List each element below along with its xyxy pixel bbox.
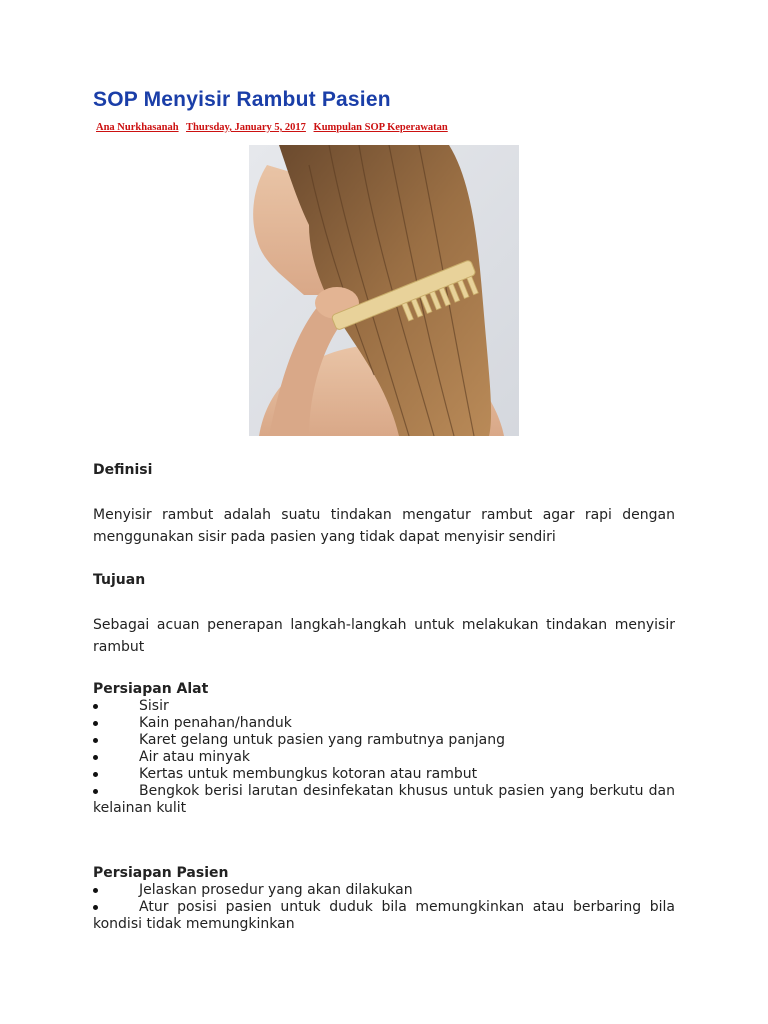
post-meta <box>96 122 453 133</box>
alat-list <box>93 698 675 817</box>
bullet-icon <box>93 704 98 709</box>
pasien-heading: Persiapan Pasien <box>93 865 229 881</box>
definisi-text: Menyisir rambut adalah suatu tindakan mengatur rambut agar rapi dengan menggunakan sisir pada pasien yang tidak dapat menyisir sendiri <box>93 507 675 545</box>
article-title: SOP Menyisir Rambut Pasien <box>93 88 391 111</box>
date-link[interactable]: Thursday, January 5, 2017 <box>186 122 306 133</box>
tujuan-text: Sebagai acuan penerapan langkah-langkah untuk melakukan tindakan menyisir rambut <box>93 617 675 655</box>
list-item: Bengkok berisi larutan desinfekatan khusus untuk pasien yang berkutu dan kelainan kulit <box>93 783 675 816</box>
list-item: Karet gelang untuk pasien yang rambutnya panjang <box>93 732 675 749</box>
bullet-icon <box>93 772 98 777</box>
list-item: Kain penahan/handuk <box>93 715 675 732</box>
list-item: Sisir <box>93 698 675 715</box>
pasien-list <box>93 882 675 933</box>
bullet-icon <box>93 789 98 794</box>
list-item: Air atau minyak <box>93 749 675 766</box>
bullet-icon <box>93 755 98 760</box>
hair-combing-photo <box>249 145 519 436</box>
bullet-icon <box>93 738 98 743</box>
tujuan-heading: Tujuan <box>93 572 146 588</box>
definisi-heading: Definisi <box>93 462 153 478</box>
list-item: Atur posisi pasien untuk duduk bila memungkinkan atau berbaring bila kondisi tidak memungkinkan <box>93 899 675 932</box>
list-item: Kertas untuk membungkus kotoran atau rambut <box>93 766 675 783</box>
list-item: Jelaskan prosedur yang akan dilakukan <box>93 882 675 899</box>
author-link[interactable]: Ana Nurkhasanah <box>96 122 179 133</box>
alat-heading: Persiapan Alat <box>93 681 209 697</box>
bullet-icon <box>93 905 98 910</box>
category-link[interactable]: Kumpulan SOP Keperawatan <box>313 122 448 133</box>
bullet-icon <box>93 721 98 726</box>
bullet-icon <box>93 888 98 893</box>
